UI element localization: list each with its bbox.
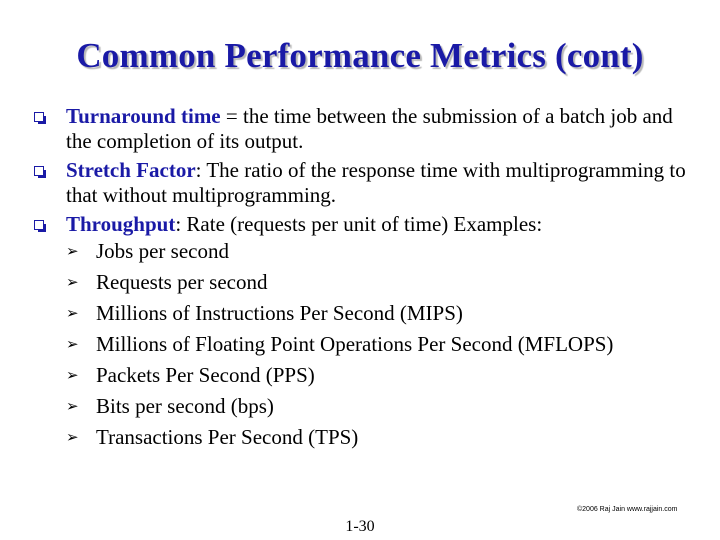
list-item: ➢ Packets Per Second (PPS) xyxy=(66,363,315,387)
list-item: ➢ Requests per second xyxy=(66,270,268,294)
copyright-notice: ©2006 Raj Jain www.rajjain.com xyxy=(577,506,678,513)
term-definition: : The ratio of the response time with multiprogramming to that without multiprogramming. xyxy=(66,158,686,207)
arrow-bullet-icon: ➢ xyxy=(66,397,79,415)
term-definition: : Rate (requests per unit of time) Examples: xyxy=(175,212,543,236)
list-item: ➢ Millions of Instructions Per Second (MIPS) xyxy=(66,301,463,325)
list-item: ➢ Jobs per second xyxy=(66,239,229,263)
arrow-bullet-icon: ➢ xyxy=(66,273,79,291)
arrow-bullet-icon: ➢ xyxy=(66,428,79,446)
bullet-item-turnaround xyxy=(32,104,692,154)
bullet-item-stretch-factor xyxy=(32,158,692,208)
list-item: ➢ Bits per second (bps) xyxy=(66,394,274,418)
slide-content xyxy=(32,104,692,456)
term-label: Throughput xyxy=(66,212,176,236)
page-number: 1-30 xyxy=(345,518,375,535)
arrow-bullet-icon: ➢ xyxy=(66,242,79,260)
list-item: ➢ Transactions Per Second (TPS) xyxy=(66,425,359,449)
term-definition: = the time between the submission of a batch job and the completion of its output. xyxy=(66,104,673,153)
arrow-bullet-icon: ➢ xyxy=(66,335,79,353)
term-label: Turnaround time xyxy=(66,104,221,128)
square-bullet-icon xyxy=(34,166,44,176)
slide-title: Common Performance Metrics (cont) xyxy=(76,36,644,75)
list-item: ➢ Millions of Floating Point Operations Per Second (MFLOPS) xyxy=(66,332,614,356)
bullet-item-throughput xyxy=(32,212,692,450)
arrow-bullet-icon: ➢ xyxy=(66,304,79,322)
square-bullet-icon xyxy=(34,112,44,122)
square-bullet-icon xyxy=(34,220,44,230)
term-label: Stretch Factor xyxy=(66,158,196,182)
arrow-bullet-icon: ➢ xyxy=(66,366,79,384)
examples-list xyxy=(66,239,692,450)
